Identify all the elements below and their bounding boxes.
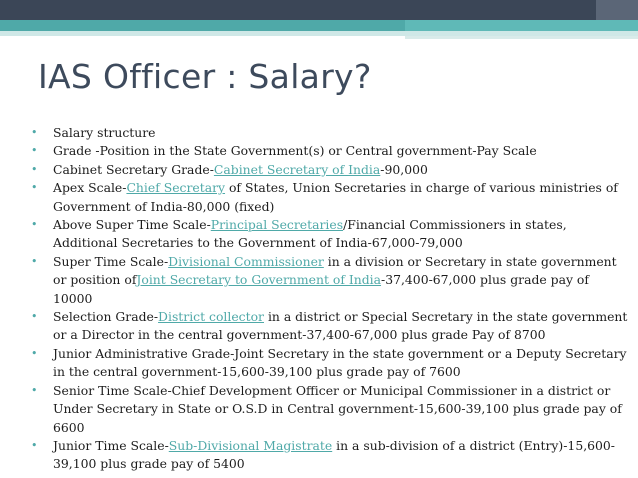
bullet-dot-icon: • — [31, 162, 38, 176]
bullet-item — [28, 161, 632, 179]
bullet-dot-icon: • — [31, 346, 38, 360]
bullet-dot-icon: • — [31, 218, 38, 232]
bullet-text: of States, Union Secretaries in charge of various ministries of Government of India-80,000 (fixed) — [53, 180, 618, 214]
bullet-item — [28, 142, 632, 160]
bullet-text: Above Super Time Scale- — [53, 217, 211, 233]
bullet-list — [28, 124, 632, 474]
bullet-link[interactable]: Joint Secretary to Government of India — [136, 272, 382, 288]
bullet-item — [28, 179, 632, 216]
bullet-text: Selection Grade- — [53, 309, 159, 325]
bullet-item — [28, 437, 632, 474]
bullet-link[interactable]: Divisional Commissioner — [168, 253, 324, 269]
bullet-item — [28, 382, 632, 437]
header-band-thin-right — [405, 36, 638, 39]
bullet-text: in a district or Special Secretary in the state government or a Director in the central government-37,400-67,000 plus grade Pay of 8700 — [53, 309, 628, 343]
bullet-text: Senior Time Scale-Chief Development Officer or Municipal Commissioner in a district or Under Secretary in State or O.S.D in Central government-15,600-39,100 plus grade pay of 6600 — [53, 382, 622, 435]
header-band-teal-right — [405, 20, 638, 31]
bullet-link[interactable]: Cabinet Secretary of India — [213, 161, 381, 177]
bullet-dot-icon: • — [31, 126, 38, 139]
bullet-link[interactable]: District collector — [158, 309, 264, 325]
bullet-text: /Financial Commissioners in states, Additional Secretaries to the Government of India-67,000-79,000 — [53, 217, 567, 251]
bullet-text: Junior Time Scale- — [53, 437, 169, 453]
bullet-link[interactable]: Sub-Divisional Magistrate — [168, 437, 333, 453]
bullet-item — [28, 253, 632, 308]
bullet-text: Cabinet Secretary Grade- — [53, 161, 214, 177]
bullet-dot-icon: • — [31, 254, 38, 268]
bullet-item — [28, 216, 632, 253]
bullet-dot-icon: • — [31, 438, 38, 452]
bullet-text: Apex Scale- — [53, 180, 127, 196]
bullet-dot-icon: • — [31, 144, 38, 158]
bullet-link[interactable]: Chief Secretary — [126, 180, 226, 196]
bullet-link[interactable]: Principal Secretaries — [210, 217, 344, 233]
bullet-item — [28, 308, 632, 345]
slide-title: IAS Officer : Salary? — [38, 57, 372, 96]
bullet-item — [28, 345, 632, 382]
bullet-dot-icon: • — [31, 383, 38, 397]
header-band-accent — [596, 0, 638, 20]
bullet-text: Super Time Scale- — [53, 253, 169, 269]
bullet-text: in a sub-division of a district (Entry)-15,600-39,100 plus grade pay of 5400 — [53, 437, 615, 472]
bullet-text: Salary structure — [53, 125, 156, 140]
bullet-text: Grade -Position in the State Government(s) or Central government-Pay Scale — [53, 143, 537, 159]
bullet-text: in a division or Secretary in state government or position of — [53, 253, 617, 288]
bullet-dot-icon: • — [31, 181, 38, 195]
header-band-dark — [0, 0, 638, 20]
bullet-text: -37,400-67,000 plus grade pay of 10000 — [53, 272, 589, 306]
bullet-text: Junior Administrative Grade-Joint Secretary in the state government or a Deputy Secretary in the central government-15,600-39,100 plus grade pay of 7600 — [53, 345, 627, 380]
bullet-dot-icon: • — [31, 310, 38, 324]
bullet-text: -90,000 — [380, 161, 428, 177]
bullet-item — [28, 124, 632, 142]
